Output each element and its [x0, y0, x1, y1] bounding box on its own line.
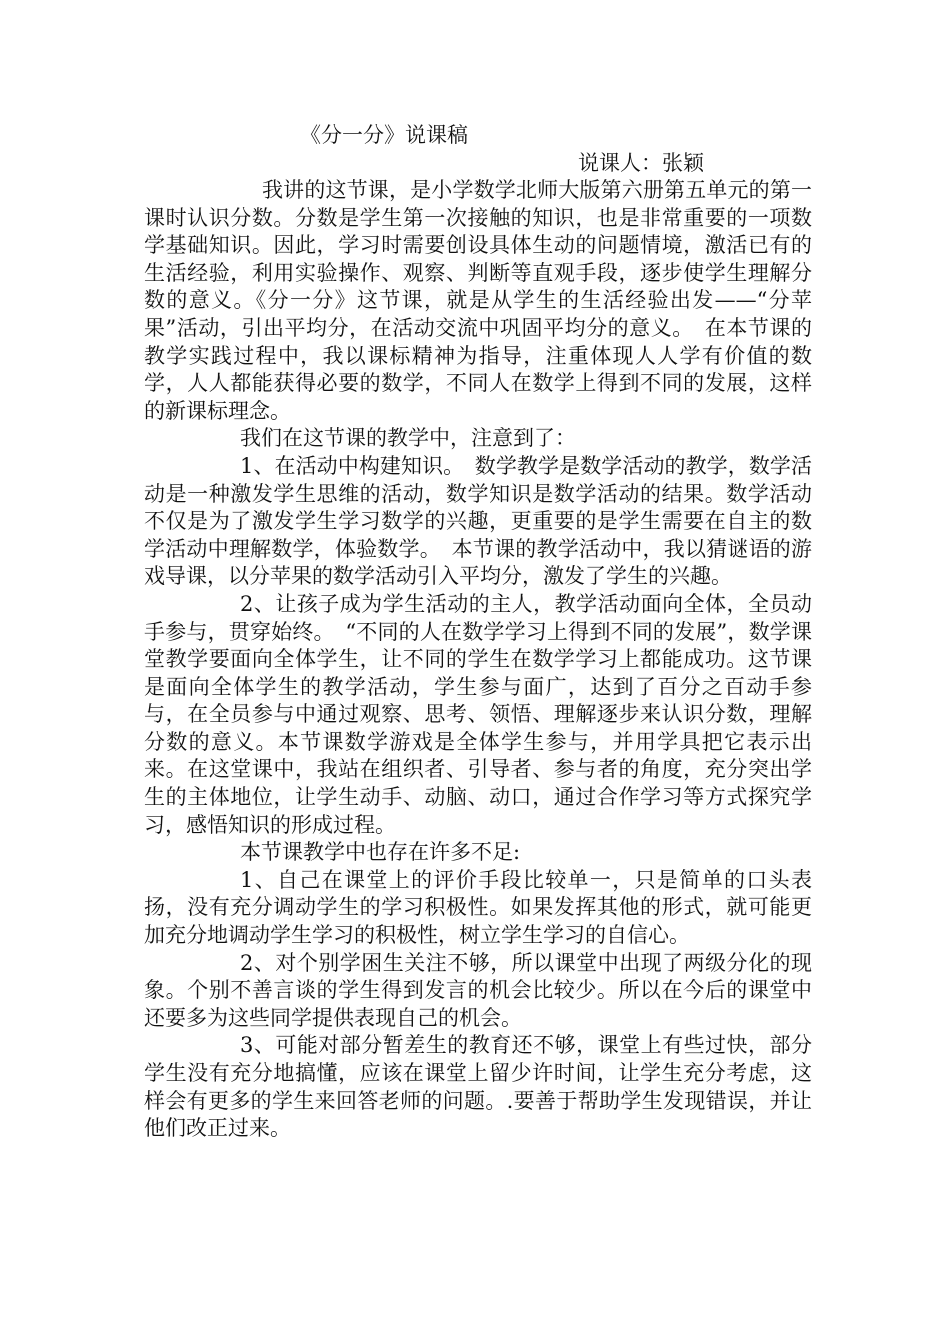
- speaker-line: 说课人：张颖: [578, 151, 704, 175]
- paragraph-shortcoming-1: 1、自己在课堂上的评价手段比较单一，只是简单的口头表扬，没有充分调动学生的学习积极性。如果发挥其他的形式，就可能更加充分地调动学生学习的积极性，树立学生学习的自信心。: [144, 867, 812, 948]
- paragraph-shortcomings: 本节课教学中也存在许多不足:: [240, 840, 521, 865]
- paragraph-shortcoming-3: 3、可能对部分暂差生的教育还不够，课堂上有些过快，部分学生没有充分地搞懂，应该在课堂上留少许时间，让学生充分考虑，这样会有更多的学生来回答老师的问题。.要善于帮助学生发现错误，并让他们改正过来。: [144, 1033, 812, 1141]
- paragraph-attention: 我们在这节课的教学中，注意到了：: [240, 426, 576, 451]
- paragraph-point-2: 2、让孩子成为学生活动的主人，教学活动面向全体，全员动手参与，贯穿始终。 “不同的人在数学学习上得到不同的发展”，数学课堂教学要面向全体学生，让不同的学生在数学学习上都能成功。这节课是面向全体学生的教学活动，学生参与面广，达到了百分之百动手参与，在全员参与中通过观察、思考、领悟、理解逐步来认识分数，理解分数的意义。本节课数学游戏是全体学生参与，并用学具把它表示出来。在这堂课中，我站在组织者、引导者、参与者的角度，充分突出学生的主体地位，让学生动手、动脑、动口，通过合作学习等方式探究学习，感悟知识的形成过程。: [144, 591, 812, 837]
- paragraph-point-1: 1、在活动中构建知识。 数学教学是数学活动的教学，数学活动是一种激发学生思维的活动，数学知识是数学活动的结果。数学活动不仅是为了激发学生学习数学的兴趣，更重要的是学生需要在自主的数学活动中理解数学，体验数学。 本节课的教学活动中，我以猜谜语的游戏导课，以分苹果的数学活动引入平均分，激发了学生的兴趣。: [144, 453, 812, 589]
- paragraph-intro: 我讲的这节课，是小学数学北师大版第六册第五单元的第一课时认识分数。分数是学生第一次接触的知识，也是非常重要的一项数学基础知识。因此，学习时需要创设具体生动的问题情境，激活已有的生活经验，利用实验操作、观察、判断等直观手段，逐步使学生理解分数的意义。《分一分》这节课，就是从学生的生活经验出发——“分苹果”活动，引出平均分，在活动交流中巩固平均分的意义。 在本节课的教学实践过程中，我以课标精神为指导，注重体现人人学有价值的数学，人人都能获得必要的数学，不同人在数学上得到不同的发展，这样的新课标理念。: [144, 178, 812, 423]
- document-title: 《分一分》说课稿: [300, 123, 468, 147]
- document-body: [144, 177, 812, 1143]
- paragraph-shortcoming-2: 2、对个别学困生关注不够，所以课堂中出现了两级分化的现象。个别不善言谈的学生得到发言的机会比较少。所以在今后的课堂中还要多为这些同学提供表现自己的机会。: [144, 950, 812, 1030]
